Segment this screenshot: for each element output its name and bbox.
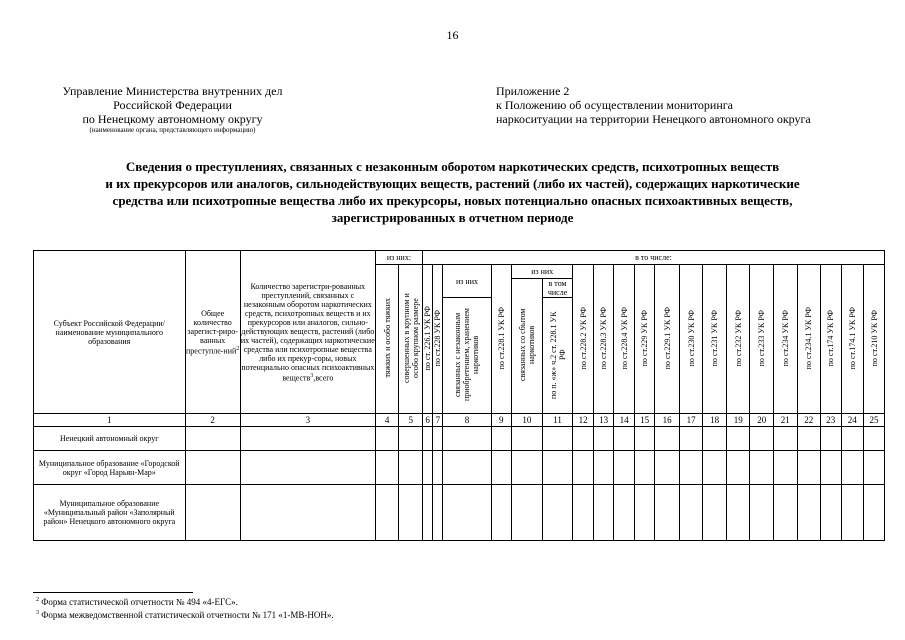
column-number: 3	[240, 414, 375, 427]
column-number: 13	[593, 414, 613, 427]
column-number: 5	[399, 414, 423, 427]
table-row	[34, 485, 885, 541]
header-iz-nih-2: из них	[443, 265, 491, 298]
column-number: 18	[703, 414, 727, 427]
header-col18: по ст.231 УК РФ	[703, 265, 727, 414]
column-number: 9	[491, 414, 511, 427]
column-number: 16	[655, 414, 680, 427]
column-number: 24	[841, 414, 864, 427]
column-number: 6	[422, 414, 432, 427]
column-number: 11	[542, 414, 573, 427]
row-label: Муниципальное образование «Городской округ «Город Нарьян-Мар»	[34, 451, 186, 485]
header-col15: по ст.229 УК РФ	[634, 265, 654, 414]
header-subject: Субъект Российской Федерации/ наименование муниципального образования	[34, 251, 186, 414]
footnote-1: $^2$ Форма статистической отчетности № 494 «4-ЕГС».	[36, 597, 238, 607]
header-col14: по ст.228.4 УК РФ	[614, 265, 634, 414]
authority-note: (наименование органа, представляющего информацию)	[89, 126, 256, 134]
header-col11: по п. «ж» ч.2 ст. 228.1 УК РФ	[542, 298, 573, 414]
header-drug-crimes: Количество зарегистри-рованных преступлений, связанных с незаконным оборотом наркотических средств, психотропных веществ и их прекурсоров или аналогов, сильно-действующих веществ, растений (либо их частей), содержащих наркотические средства или психотропные вещества либо их прекур-соры, новых потенциально опасных психоактивных веществ$^3$,всего	[240, 251, 375, 414]
header-v-tom-chisle-2: в том числе	[542, 279, 573, 298]
footnote-separator	[33, 592, 193, 593]
header-col25: по ст.210 УК РФ	[864, 265, 885, 414]
appendix-line-3: наркоситуации на территории Ненецкого автономного округа	[496, 112, 811, 126]
title-line-3: средства или психотропные вещества либо их прекурсоры, новых потенциально опасных психоактивных веществ,	[112, 193, 793, 208]
column-number: 25	[864, 414, 885, 427]
table-row	[34, 451, 885, 485]
column-number: 2	[185, 414, 240, 427]
header-col4: тяжких и особо тяжких	[375, 265, 399, 414]
column-number: 23	[821, 414, 841, 427]
issuing-authority	[40, 84, 305, 135]
header-col8: связанных с незаконным приобретением, хранением наркотиков	[443, 298, 491, 414]
authority-line-2: Российской Федерации	[113, 98, 232, 112]
header-v-tom-chisle: в то числе:	[422, 251, 884, 265]
title-line-4: зарегистрированных в отчетном периоде	[331, 210, 574, 225]
column-number: 21	[773, 414, 797, 427]
statistics-table	[33, 250, 885, 541]
document-title	[60, 158, 845, 226]
title-line-1: Сведения о преступлениях, связанных с незаконным оборотом наркотических средств, психотропных веществ	[125, 159, 780, 174]
header-col23: по ст.174 УК РФ	[821, 265, 841, 414]
row-label: Ненецкий автономный округ	[34, 427, 186, 451]
column-number: 12	[573, 414, 593, 427]
header-col12: по ст.228.2 УК РФ	[573, 265, 593, 414]
header-col6: по ст. 226.1 УК РФ	[422, 265, 432, 414]
header-col17: по ст.230 УК РФ	[679, 265, 703, 414]
header-iz-nih-3: из них	[512, 265, 573, 279]
header-col21: по ст.234 УК РФ	[773, 265, 797, 414]
footnote-2: $^3$ Форма межведомственной статистической отчетности № 171 «1-МВ-НОН».	[36, 610, 334, 620]
column-number: 14	[614, 414, 634, 427]
appendix-header	[496, 84, 876, 126]
header-col5: совершенных в крупном и особо крупном размере	[399, 265, 423, 414]
header-col9: по ст.228.1 УК РФ	[491, 265, 511, 414]
header-total-crimes: Общее количество зарегист-риро-ванных преступле-ний$^2$	[185, 251, 240, 414]
column-number: 4	[375, 414, 399, 427]
header-iz-nih-1: из них:	[375, 251, 422, 265]
authority-line-1: Управление Министерства внутренних дел	[62, 84, 283, 98]
column-number: 15	[634, 414, 654, 427]
column-numbers-row	[34, 414, 885, 427]
column-number: 1	[34, 414, 186, 427]
column-number: 7	[433, 414, 443, 427]
table-row	[34, 427, 885, 451]
column-number: 19	[726, 414, 750, 427]
appendix-line-1: Приложение 2	[496, 84, 570, 98]
column-number: 17	[679, 414, 703, 427]
header-col20: по ст.233 УК РФ	[750, 265, 774, 414]
title-line-2: и их прекурсоров или аналогов, сильнодействующих веществ, растений (либо их частей), содержащих наркотические	[105, 176, 800, 191]
page-number: 16	[446, 28, 459, 42]
column-number: 10	[512, 414, 543, 427]
row-label: Муниципальное образование «Муниципальный район «Заполярный район» Ненецкого автономного округа	[34, 485, 186, 541]
header-col16: по ст.229.1 УК РФ	[655, 265, 680, 414]
column-number: 20	[750, 414, 774, 427]
header-col24: по ст.174.1 УК РФ	[841, 265, 864, 414]
authority-line-3: по Ненецкому автономному округу	[82, 112, 263, 126]
header-col10: связанных со сбытом наркотиков	[512, 279, 543, 414]
header-col7: по ст.228 УК РФ	[433, 265, 443, 414]
column-number: 22	[797, 414, 821, 427]
header-col22: по ст.234.1 УК РФ	[797, 265, 821, 414]
header-col13: по ст.228.3 УК РФ	[593, 265, 613, 414]
appendix-line-2: к Положению об осуществлении мониторинга	[496, 98, 734, 112]
header-col19: по ст.232 УК РФ	[726, 265, 750, 414]
column-number: 8	[443, 414, 491, 427]
